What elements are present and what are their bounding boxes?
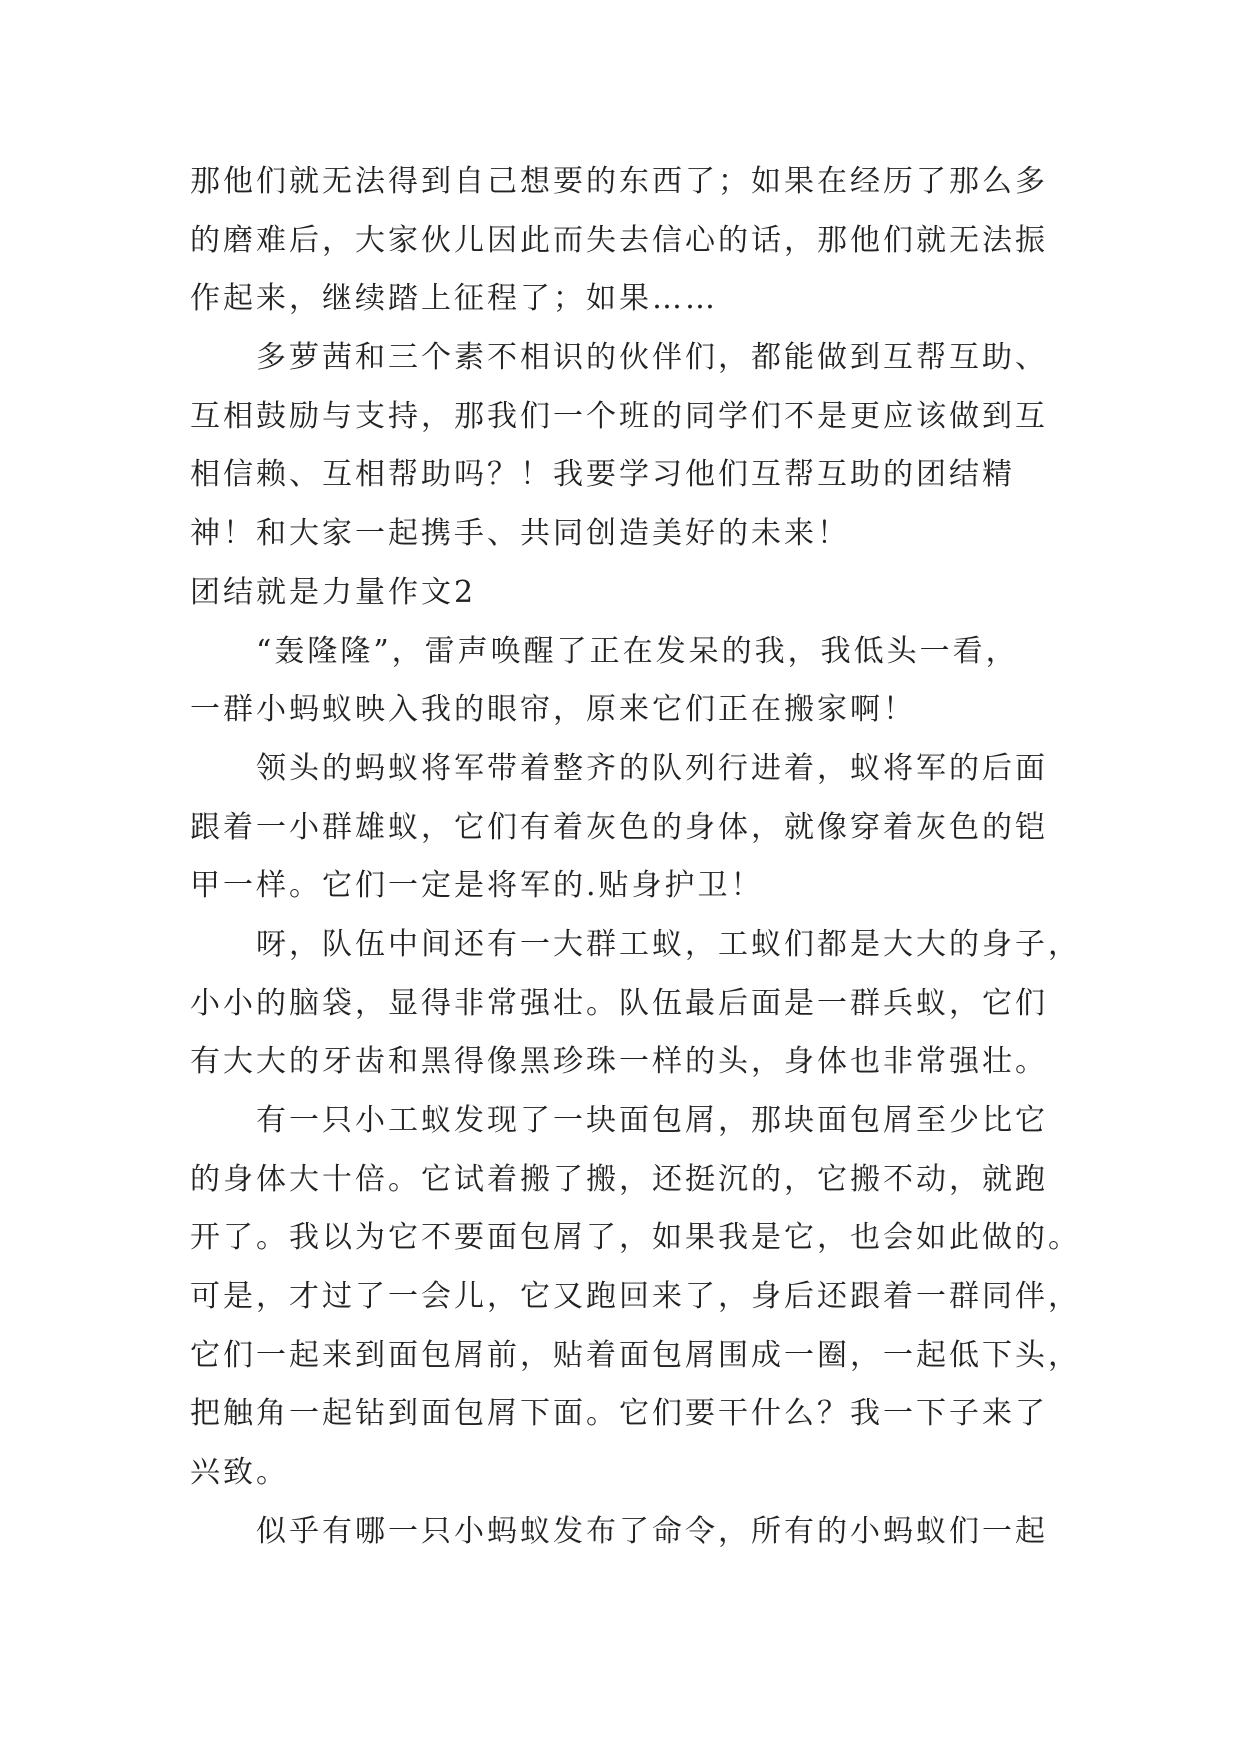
text-line: 它们一起来到面包屑前，贴着面包屑围成一圈，一起低下头， xyxy=(190,1337,1081,1373)
paragraph xyxy=(190,740,1130,916)
text-line: 互相鼓励与支持，那我们一个班的同学们不是更应该做到互 xyxy=(190,398,1048,434)
text-line: 相信赖、互相帮助吗？！我要学习他们互帮互助的团结精 xyxy=(190,457,1015,493)
text-line: 领头的蚂蚁将军带着整齐的队列行进着，蚁将军的后面 xyxy=(256,750,1048,786)
text-line: 作起来，继续踏上征程了；如果…… xyxy=(190,281,718,317)
text-line: 多萝茜和三个素不相识的伙伴们，都能做到互帮互助、 xyxy=(256,340,1048,376)
text-line: 兴致。 xyxy=(190,1455,289,1491)
paragraph xyxy=(190,1092,1130,1503)
text-line: 有一只小工蚁发现了一块面包屑，那块面包屑至少比它 xyxy=(256,1103,1048,1138)
text-line: 小小的脑袋，显得非常强壮。队伍最后面是一群兵蚁，它们 xyxy=(190,985,1048,1021)
text-line: “轰隆隆”，雷声唤醒了正在发呆的我，我低头一看， xyxy=(256,633,1019,669)
paragraph xyxy=(190,916,1130,1092)
text-line: 似乎有哪一只小蚂蚁发布了命令，所有的小蚂蚁们一起 xyxy=(256,1513,1048,1549)
text-line: 甲一样。它们一定是将军的.贴身护卫！ xyxy=(190,868,764,904)
document-body xyxy=(190,153,1130,1562)
text-line: 开了。我以为它不要面包屑了，如果我是它，也会如此做的。 xyxy=(190,1220,1081,1256)
paragraph xyxy=(190,1503,1130,1562)
text-line: 有大大的牙齿和黑得像黑珍珠一样的头，身体也非常强壮。 xyxy=(190,1044,1048,1080)
text-line: 神！和大家一起携手、共同创造美好的未来！ xyxy=(190,516,850,552)
text-line: 的磨难后，大家伙儿因此而失去信心的话，那他们就无法振 xyxy=(190,222,1048,258)
text-line: 把触角一起钻到面包屑下面。它们要干什么？我一下子来了 xyxy=(190,1396,1048,1432)
text-line: 一群小蚂蚁映入我的眼帘，原来它们正在搬家啊！ xyxy=(190,692,916,728)
text-line: 的身体大十倍。它试着搬了搬，还挺沉的，它搬不动，就跑 xyxy=(190,1161,1048,1197)
essay-title: 团结就是力量作文2 xyxy=(190,574,477,610)
text-line: 那他们就无法得到自己想要的东西了；如果在经历了那么多 xyxy=(190,164,1048,199)
paragraph xyxy=(190,153,1130,329)
paragraph xyxy=(190,623,1130,740)
text-line: 跟着一小群雄蚁，它们有着灰色的身体，就像穿着灰色的铠 xyxy=(190,809,1048,845)
paragraph xyxy=(190,329,1130,564)
text-line: 呀，队伍中间还有一大群工蚁，工蚁们都是大大的身子， xyxy=(256,926,1081,962)
text-line: 可是，才过了一会儿，它又跑回来了，身后还跟着一群同伴， xyxy=(190,1279,1081,1315)
